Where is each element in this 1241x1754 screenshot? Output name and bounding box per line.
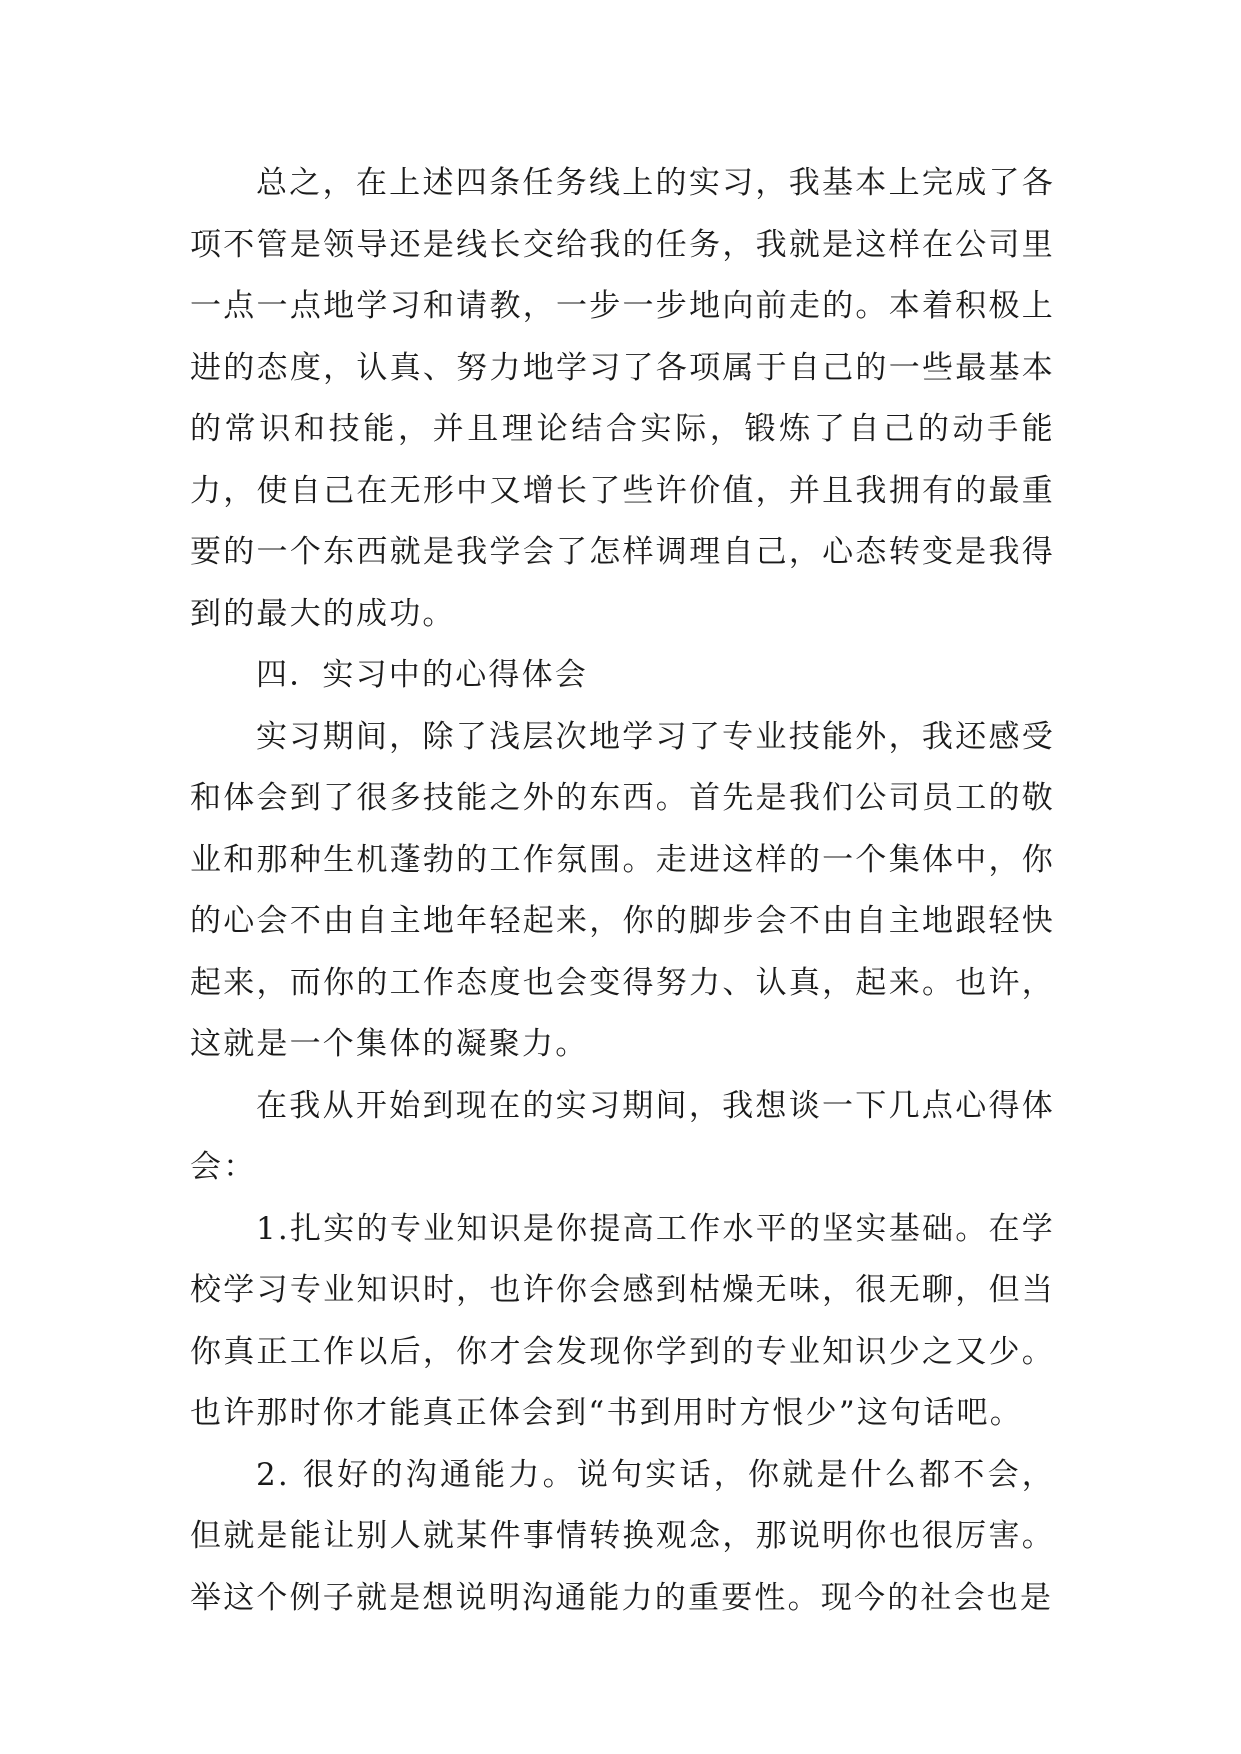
paragraph-summary: 总之，在上述四条任务线上的实习，我基本上完成了各项不管是领导还是线长交给我的任务，我就是这样在公司里一点一点地学习和请教，一步一步地向前走的。本着积极上进的态度，认真、努力地学习了各项属于自己的一些最基本的常识和技能，并且理论结合实际，锻炼了自己的动手能力，使自己在无形中又增长了些许价值，并且我拥有的最重要的一个东西就是我学会了怎样调理自己，心态转变是我得到的最大的成功。 [190,165,1055,632]
section-heading: 四．实习中的心得体会 [256,657,588,693]
document-body [190,153,1055,1629]
paragraph-point-2: 2. 很好的沟通能力。说句实话，你就是什么都不会，但就是能让别人就某件事情转换观念，那说明你也很厉害。举这个例子就是想说明沟通能力的重要性。现今的社会也是 [190,1456,1055,1616]
paragraph-intro-points: 在我从开始到现在的实习期间，我想谈一下几点心得体会： [190,1087,1055,1185]
paragraph-internship-experience: 实习期间，除了浅层次地学习了专业技能外，我还感受和体会到了很多技能之外的东西。首先是我们公司员工的敬业和那种生机蓬勃的工作氛围。走进这样的一个集体中，你的心会不由自主地年轻起来，你的脚步会不由自主地跟轻快起来，而你的工作态度也会变得努力、认真，起来。也许，这就是一个集体的凝聚力。 [190,718,1055,1062]
paragraph-point-1: 1.扎实的专业知识是你提高工作水平的坚实基础。在学校学习专业知识时，也许你会感到枯燥无味，很无聊，但当你真正工作以后，你才会发现你学到的专业知识少之又少。也许那时你才能真正体会到“书到用时方恨少”这句话吧。 [190,1210,1055,1431]
